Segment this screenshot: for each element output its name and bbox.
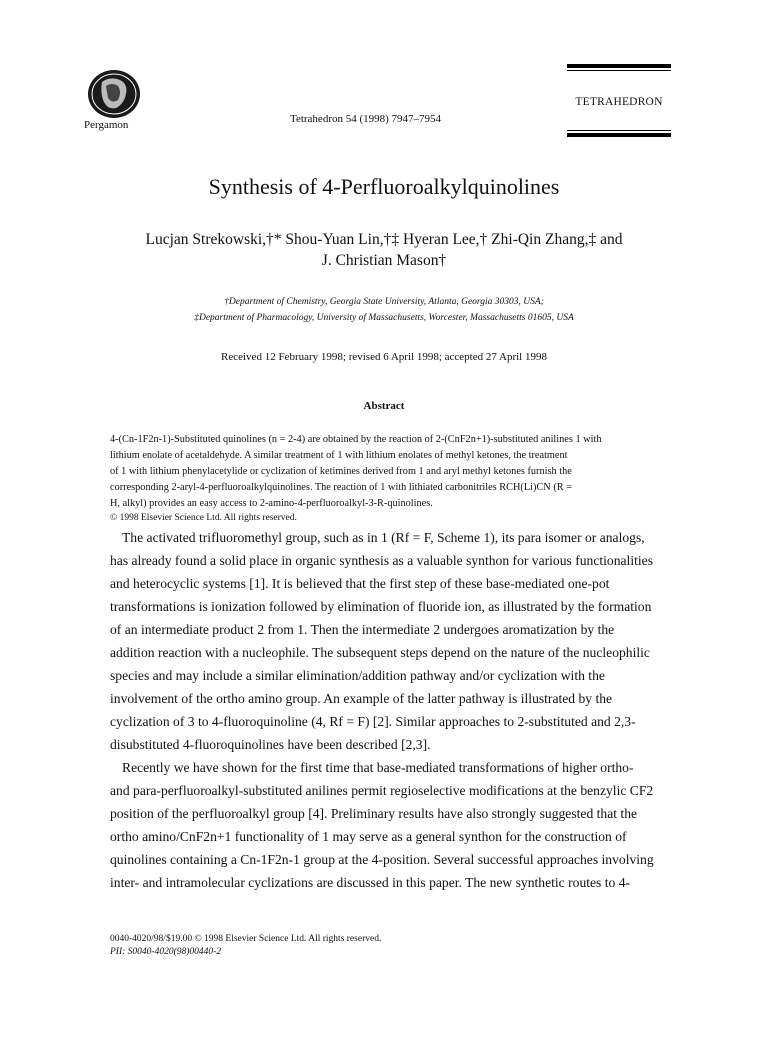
body-line: The activated trifluoromethyl group, such as in 1 (Rf = F, Scheme 1), its para isomer or analogs,: [122, 530, 645, 545]
publisher-name: Pergamon: [84, 119, 129, 131]
journal-name: TETRAHEDRON: [575, 96, 663, 108]
abstract-heading: Abstract: [363, 400, 405, 412]
abstract-line: of 1 with lithium phenylacetylide or cyclization of ketimines derived from 1 and aryl methyl ketones furnish the: [110, 466, 572, 477]
body-line: and para-perfluoroalkyl-substituted anilines permit regioselective modifications at the benzylic CF2: [110, 783, 654, 798]
affiliation-2: ‡Department of Pharmacology, University of Massachusetts, Worcester, Massachusetts 01605, USA: [194, 313, 574, 323]
body-line: involvement of the ortho amino group. An example of the latter pathway is illustrated by the: [110, 691, 613, 706]
affiliation-1: †Department of Chemistry, Georgia State University, Atlanta, Georgia 30303, USA;: [224, 297, 544, 307]
abstract-line: corresponding 2-aryl-4-perfluoroalkylquinolines. The reaction of 1 with lithiated carbonitriles RCH(Li)CN (R =: [110, 482, 572, 493]
body-line: Recently we have shown for the first time that base-mediated transformations of higher ortho-: [122, 760, 634, 775]
header-rule-thin-top: [567, 70, 671, 71]
body-line: disubstituted 4-fluoroquinolines have been described [2,3].: [110, 737, 431, 752]
body-line: transformations is ionization followed by elimination of fluoride ion, as illustrated by the formation: [110, 599, 652, 614]
header-rule-thick-top: [567, 64, 671, 68]
abstract-line: lithium enolate of acetaldehyde. A similar treatment of 1 with lithium enolates of methyl ketones, the treatment: [110, 450, 568, 461]
abstract-line: H, alkyl) provides an easy access to 2-amino-4-perfluoroalkyl-3-R-quinolines.: [110, 498, 433, 509]
received-dates: Received 12 February 1998; revised 6 April 1998; accepted 27 April 1998: [221, 351, 547, 363]
body-line: addition reaction with a nucleophile. The subsequent steps depend on the nature of the nucleophilic: [110, 645, 650, 660]
body-line: cyclization of 3 to 4-fluoroquinoline (4, Rf = F) [2]. Similar approaches to 2-substituted and 2,3-: [110, 714, 636, 729]
body-line: and heterocyclic systems [1]. It is believed that the first step of these base-mediated one-pot: [110, 576, 610, 591]
authors-line-1: Lucjan Strekowski,†* Shou-Yuan Lin,†‡ Hyeran Lee,† Zhi-Qin Zhang,‡ and: [145, 231, 623, 248]
body-line: has already found a solid place in organic synthesis as a valuable synthon for various functionalities: [110, 553, 653, 568]
body-line: quinolines containing a Cn-1F2n-1 group at the 4-position. Several successful approaches involving: [110, 852, 654, 867]
journal-citation: Tetrahedron 54 (1998) 7947–7954: [290, 113, 442, 125]
abstract-copyright: © 1998 Elsevier Science Ltd. All rights reserved.: [110, 513, 297, 523]
body-line: ortho amino/CnF2n+1 functionality of 1 may serve as a general synthon for the construction of: [110, 829, 627, 844]
abstract-line: 4-(Cn-1F2n-1)-Substituted quinolines (n = 2-4) are obtained by the reaction of 2-(CnF2n+1)-substituted anilines 1 with: [110, 434, 602, 445]
article-title: Synthesis of 4-Perfluoroalkylquinolines: [208, 174, 560, 199]
body-line: inter- and intramolecular cyclizations are discussed in this paper. The new synthetic routes to 4-: [110, 875, 631, 890]
footer-issn: 0040-4020/98/$19.00 © 1998 Elsevier Science Ltd. All rights reserved.: [110, 934, 382, 944]
publisher-logo: [80, 68, 146, 120]
body-line: species and may include a similar elimination/addition pathway and/or cyclization with the: [110, 668, 605, 683]
header-rule-thin-bottom: [567, 130, 671, 131]
body-line: position of the perfluoroalkyl group [4]. Preliminary results have also strongly suggested that the: [110, 806, 638, 821]
authors-line-2: J. Christian Mason†: [321, 252, 447, 269]
footer-pii: PII: S0040-4020(98)00440-2: [110, 947, 222, 957]
body-line: of an intermediate product 2 from 1. Then the intermediate 2 undergoes aromatization by the: [110, 622, 615, 637]
header-rule-thick-bottom: [567, 133, 671, 137]
